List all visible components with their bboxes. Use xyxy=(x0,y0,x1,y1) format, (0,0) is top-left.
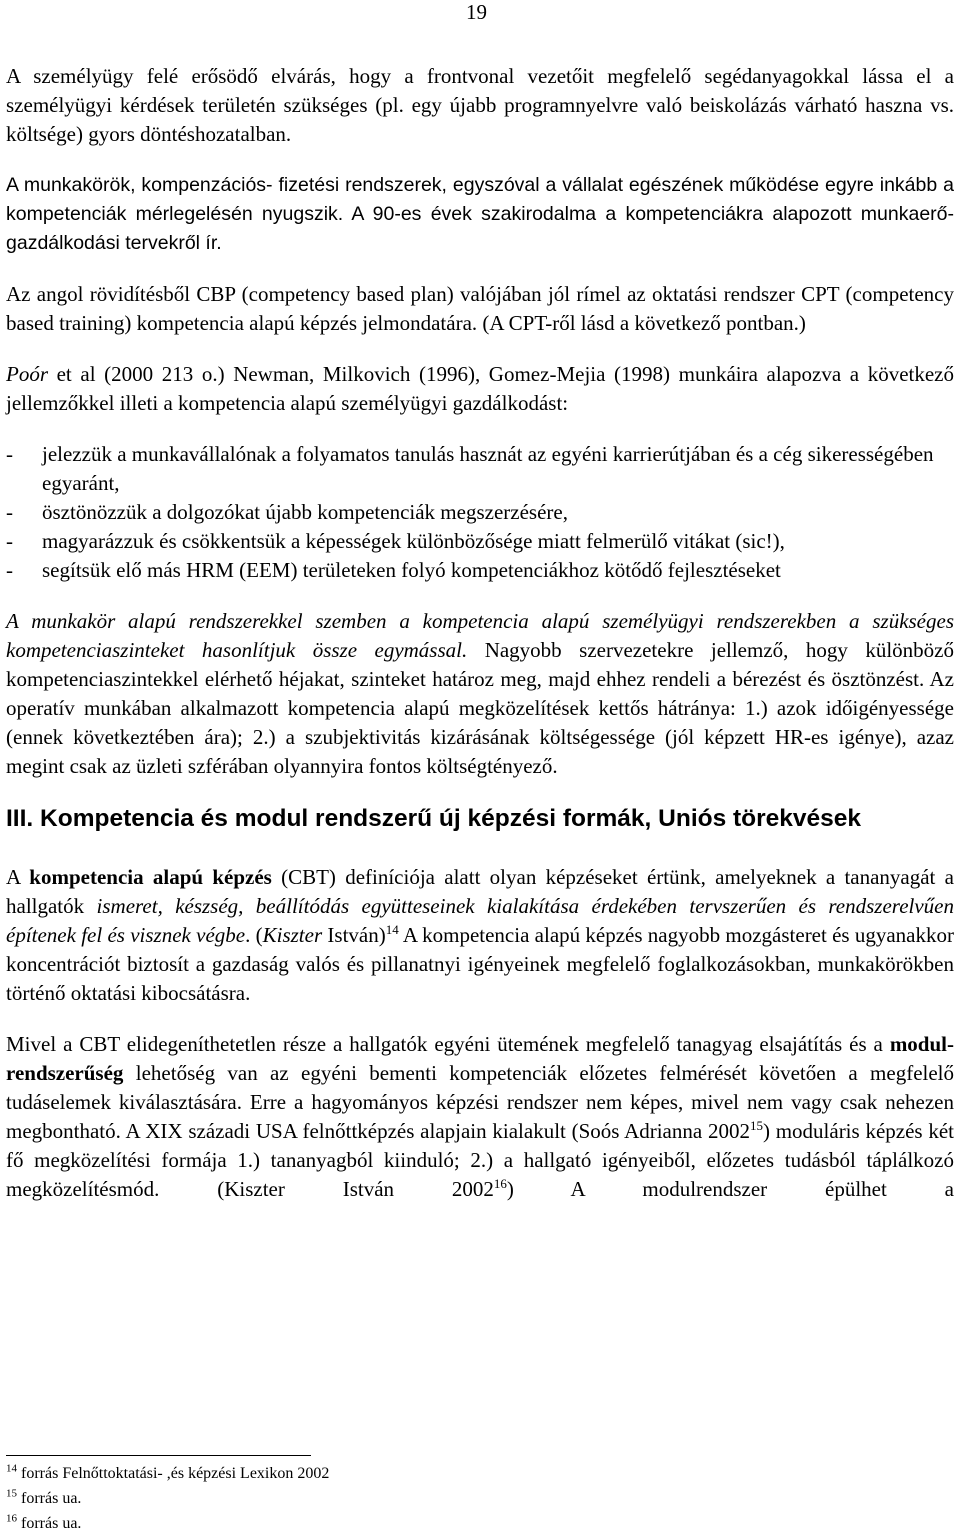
footnotes xyxy=(6,1461,329,1536)
text-run: . ( xyxy=(245,923,263,947)
list-item xyxy=(6,498,954,527)
text-run: lehetőség van az egyéni bementi kompetenciák előzetes felmérését követően a megfelelő tudáselemek kiválasztására. Erre a hagyományos képzési rendszer nem képes, mivel nem vagy csak nehezen megbontható. A XIX századi USA felnőttképzés alapjain kialakult (Soós Adrianna 2002 xyxy=(6,1061,954,1143)
list-item xyxy=(6,440,954,498)
text-run: István) xyxy=(322,923,386,947)
characteristics-list xyxy=(6,440,954,585)
paragraph-1: A személyügy felé erősödő elvárás, hogy a frontvonal vezetőit megfelelő segédanyagokkal lássa el a személyügyi kérdések területén szükséges (pl. egy újabb programnyelvre való beiskolázás várható haszna vs. költsége) gyors döntéshozatalban. xyxy=(6,64,954,146)
footnote-text: forrás ua. xyxy=(21,1490,82,1507)
bold-term: modul-rendszerűség xyxy=(6,1032,954,1085)
paragraph-4-text: et al (2000 213 o.) Newman, Milkovich (1996), Gomez-Mejia (1998) munkáira alapozva a következő jellemzőkkel illeti a kompetencia alapú személyügyi gazdálkodást: xyxy=(6,362,954,415)
list-dash: - xyxy=(6,529,13,553)
text-run: ) moduláris képzés két fő megközelítési formája 1.) tananyagból kiinduló; 2.) a hallgató igényeiből, előzetes tudásból táplálkozó megközelítésmód. (Kiszter István 2002 xyxy=(6,1119,954,1201)
list-item-text: jelezzük a munkavállalónak a folyamatos tanulás hasznát az egyéni karrierútjában és a cég sikerességében egyaránt, xyxy=(42,442,934,495)
footnote xyxy=(6,1461,329,1486)
footnote-divider xyxy=(6,1455,311,1456)
footnote-ref: 16 xyxy=(493,1176,507,1191)
paragraph-3: Az angol rövidítésből CBP (competency based plan) valójában jól rímel az oktatási rendszer CPT (competency based training) kompetencia alapú képzés jelmondatára. (A CPT-ről lásd a következő pontban.) xyxy=(6,282,954,335)
footnote xyxy=(6,1511,329,1536)
author-italic: Poór xyxy=(6,362,48,386)
footnote-ref: 15 xyxy=(749,1118,763,1133)
paragraph-2: A munkakörök, kompenzációs- fizetési rendszerek, egyszóval a vállalat egészének működése egyre inkább a kompetenciák mérlegelésén nyugszik. A 90-es évek szakirodalma a kompetenciákra alapozott munkaerő-gazdálkodási tervekről ír. xyxy=(6,174,954,254)
footnote-text: forrás ua. xyxy=(21,1515,82,1532)
footnote xyxy=(6,1486,329,1511)
footnote-number: 16 xyxy=(6,1512,17,1525)
italic-author: Kiszter xyxy=(262,923,323,947)
list-dash: - xyxy=(6,558,13,582)
paragraph-5 xyxy=(6,607,954,781)
paragraph-4 xyxy=(6,360,954,418)
text-run: A xyxy=(6,865,30,889)
list-item xyxy=(6,556,954,585)
list-dash: - xyxy=(6,442,13,466)
text-run: ) A modulrendszer épülhet a xyxy=(506,1177,954,1201)
footnote-number: 15 xyxy=(6,1487,17,1500)
list-dash: - xyxy=(6,500,13,524)
list-item xyxy=(6,527,954,556)
paragraph-5-italic: A munkakör alapú rendszerekkel szemben a kompetencia alapú személyügyi rendszerekben a szükséges kompetenciaszinteket hasonlítjuk össze egymással. xyxy=(6,609,954,662)
italic-definition: ismeret, készség, beállítódás együtteseinek kialakítása érdekében tervszerűen és rendszerelvűen építenek fel és visznek végbe xyxy=(6,894,954,947)
footnote-text: forrás Felnőttoktatási- ,és képzési Lexikon 2002 xyxy=(21,1465,330,1482)
section-heading: III. Kompetencia és modul rendszerű új képzési formák, Uniós törekvések xyxy=(6,805,862,832)
paragraph-6 xyxy=(6,863,954,1008)
paragraph-7 xyxy=(6,1030,954,1204)
document-body xyxy=(6,62,954,1226)
list-item-text: segítsük elő más HRM (EEM) területeken folyó kompetenciákhoz kötődő fejlesztéseket xyxy=(42,558,781,582)
text-run: (CBT) definíciója alatt olyan képzéseket értünk, amelyeknek a tananyagát a hallgatók xyxy=(6,865,954,918)
page-number: 19 xyxy=(466,0,487,24)
text-run: Mivel a CBT elidegeníthetetlen része a hallgatók egyéni ütemének megfelelő tanagyag elsajátítás és a xyxy=(6,1032,890,1056)
footnote-ref: 14 xyxy=(385,922,399,937)
paragraph-5-text: Nagyobb szervezetekre jellemző, hogy különböző kompetenciaszintekkel elérhető héjakat, szinteket határoz meg, majd ehhez rendeli a bérezést és ösztönzést. Az operatív munkában alkalmazott kompetencia alapú megközelítések kettős hátránya: 1.) azok időigényessége (ennek következtében ára); 2.) a szubjektivitás kizárásának költségessége (jól képzett HR-es igénye), azaz megint csak az üzleti szférában olyannyira fontos költségtényező. xyxy=(6,638,954,778)
bold-term: kompetencia alapú képzés xyxy=(29,865,272,889)
footnote-number: 14 xyxy=(6,1462,17,1475)
list-item-text: ösztönözzük a dolgozókat újabb kompetenciák megszerzésére, xyxy=(42,500,568,524)
list-item-text: magyarázzuk és csökkentsük a képességek különbözősége miatt felmerülő vitákat (sic!), xyxy=(42,529,785,553)
text-run: A kompetencia alapú képzés nagyobb mozgásteret és ugyanakkor koncentrációt biztosít a gazdaság valós és pillanatnyi igényeinek megfelelő foglalkozásokban, munkakörökben történő oktatási kibocsátásra. xyxy=(6,923,954,1005)
